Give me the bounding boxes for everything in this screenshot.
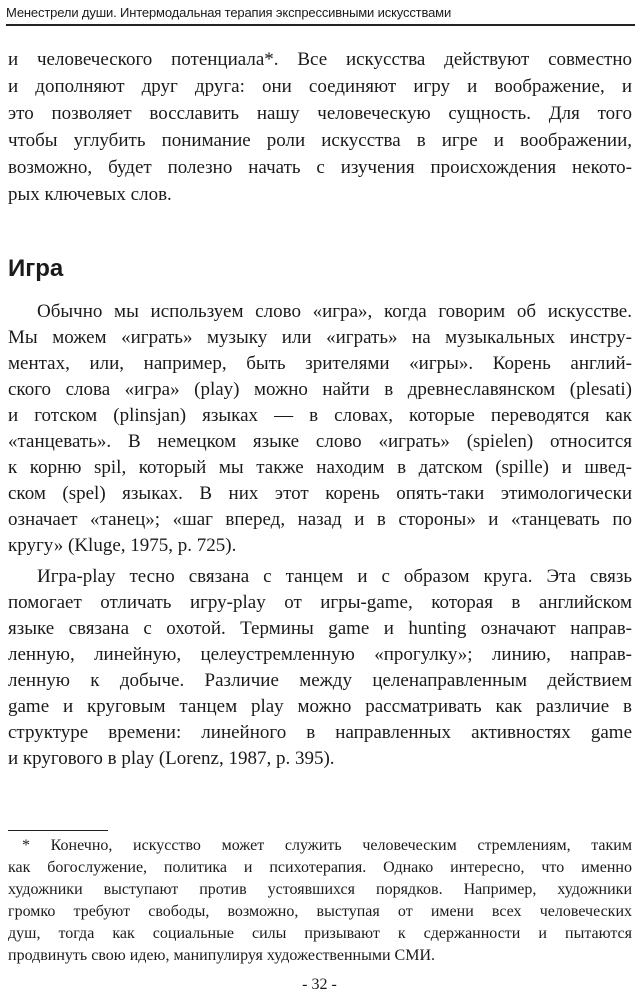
page-number: - 32 - — [302, 976, 337, 993]
paragraph-line: game и круговым танцем play можно рассматривать как различие в — [8, 696, 632, 717]
paragraph-line: кругу» (Kluge, 1975, p. 725). — [8, 535, 237, 556]
paragraph-line: ском (spel) языках. В них этот корень опять-таки этимологически — [8, 483, 632, 504]
paragraph-line: структуре времени: линейного в направленных активностях game — [8, 722, 632, 743]
footnote-line: * Конечно, искусство может служить человеческим стремлениям, таким — [22, 837, 632, 854]
footnote-line: продвинуть свою идею, манипулируя художественными СМИ. — [8, 947, 436, 964]
running-head: Менестрели души. Интермодальная терапия экспрессивными искусствами — [6, 5, 452, 20]
footnote-rule — [8, 830, 108, 831]
footnote-line: душ, тогда как социальные силы призывают к сдержанности и пытаются — [8, 925, 632, 942]
paragraph-line: и готском (plinsjan) языках — в словах, которые переводятся как — [8, 405, 632, 426]
paragraph-line: помогает отличать игру-play от игры-game, которая в английском — [8, 592, 632, 613]
intro-line: рых ключевых слов. — [8, 184, 172, 205]
footnote-line: художники выступают против устоявшихся порядков. Например, художники — [8, 881, 632, 898]
paragraph-line: и кругового в play (Lorenz, 1987, p. 395). — [8, 748, 335, 769]
intro-line: чтобы углубить понимание роли искусства в игре и воображении, — [8, 130, 632, 151]
intro-line: возможно, будет полезно начать с изучения происхождения некото- — [8, 157, 632, 178]
paragraph-line: ментах, или, например, быть зрителями «игры». Корень англий- — [8, 353, 632, 374]
paragraph-line: ленную к добыче. Различие между целенаправленным действием — [8, 670, 632, 691]
paragraph-line: ленную, линейную, целеустремленную «прогулку»; линию, направ- — [8, 644, 632, 665]
paragraph-line: Игра-play тесно связана с танцем и с образом круга. Эта связь — [37, 566, 632, 587]
intro-line: и дополняют друг друга: они соединяют игру и воображение, и — [8, 76, 632, 97]
paragraph-line: Обычно мы используем слово «игра», когда говорим об искусстве. — [37, 301, 632, 322]
footnote-line: как богослужение, политика и психотерапия. Однако интересно, что именно — [8, 859, 632, 876]
footnote-line: громко требуют свободы, возможно, выступая от имени всех человеческих — [8, 903, 632, 920]
section-heading: Игра — [8, 255, 64, 282]
paragraph-line: к корню spil, который мы также находим в датском (spille) и швед- — [8, 457, 632, 478]
intro-line: и человеческого потенциала*. Все искусства действуют совместно — [8, 49, 632, 70]
header-rule — [6, 24, 635, 26]
paragraph-line: Мы можем «играть» музыку или «играть» на музыкальных инстру- — [8, 327, 632, 348]
paragraph-line: ского слова «игра» (play) можно найти в древнеславянском (plesati) — [8, 379, 632, 400]
paragraph-line: означает «танец»; «шаг вперед, назад и в стороны» и «танцевать по — [8, 509, 632, 530]
intro-line: это позволяет восславить нашу человеческую сущность. Для того — [8, 103, 632, 124]
paragraph-line: языке связана с охотой. Термины game и hunting означают направ- — [8, 618, 632, 639]
paragraph-line: «танцевать». В немецком языке слово «играть» (spielen) относится — [8, 431, 632, 452]
